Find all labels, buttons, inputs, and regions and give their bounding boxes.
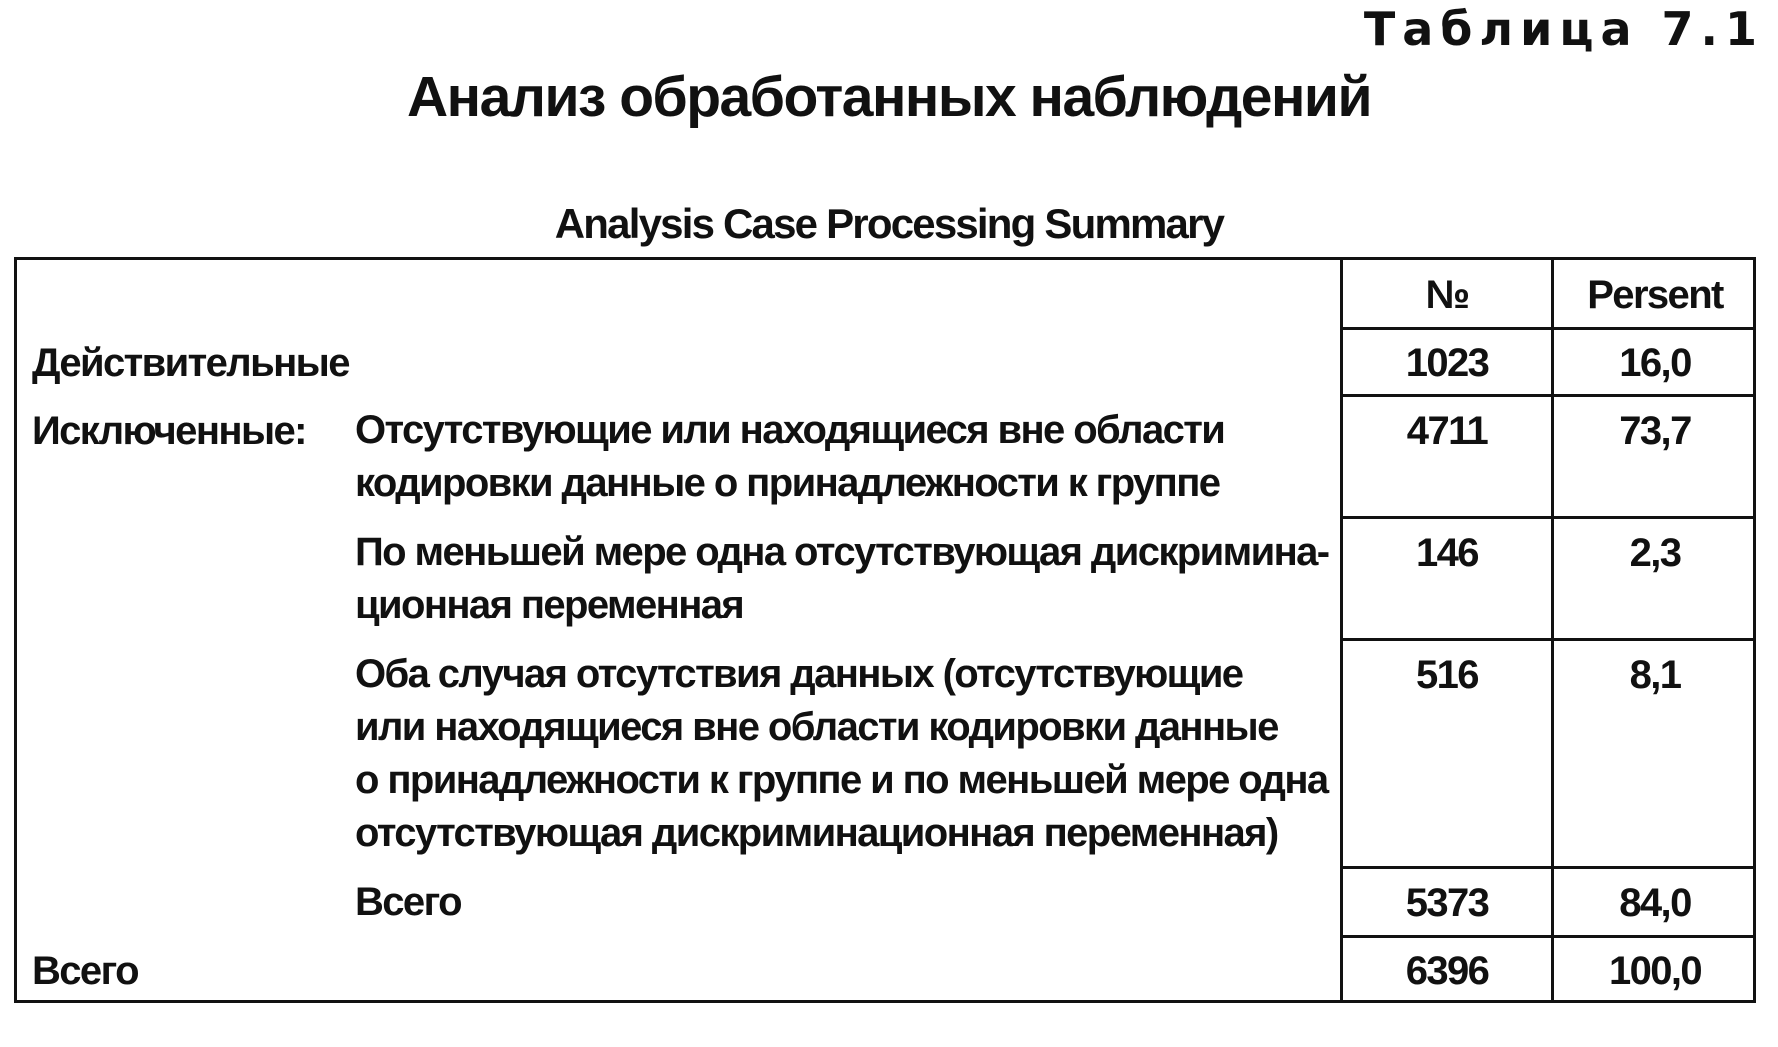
cell-excluded-1-n: 4711 xyxy=(1406,409,1488,453)
cell-valid-percent: 16,0 xyxy=(1619,341,1691,385)
table-caption: Analysis Case Processing Summary xyxy=(554,200,1224,247)
row-divider-excluded-total xyxy=(1340,935,1756,938)
row-divider-valid xyxy=(1340,394,1756,397)
page-title: Анализ обработанных наблюдений xyxy=(407,65,1371,129)
cell-excluded-total-n: 5373 xyxy=(1405,881,1489,925)
cell-total-percent: 100,0 xyxy=(1608,949,1702,993)
cell-excluded-2-n: 146 xyxy=(1416,531,1478,575)
row-divider-excluded-3 xyxy=(1340,866,1756,869)
cell-excluded-2-percent: 2,3 xyxy=(1629,531,1681,575)
row-divider-header xyxy=(1340,327,1756,330)
table-number: Таблица 7.1 xyxy=(1363,2,1764,56)
excluded-item-2-line-1: По меньшей мере одна отсутствующая дискримина- xyxy=(355,530,1329,574)
excluded-item-2-line-2: ционная переменная xyxy=(355,583,744,627)
excluded-item-1-line-1: Отсутствующие или находящиеся вне области xyxy=(355,408,1225,452)
excluded-total-label: Всего xyxy=(355,880,461,924)
row-label-total: Всего xyxy=(32,949,138,993)
excluded-item-3-line-3: о принадлежности к группе и по меньшей мере одна xyxy=(355,758,1328,802)
excluded-item-3-line-4: отсутствующая дискриминационная переменная) xyxy=(355,811,1278,855)
row-divider-excluded-1 xyxy=(1340,516,1756,519)
cell-excluded-3-n: 516 xyxy=(1416,653,1478,697)
cell-total-n: 6396 xyxy=(1405,949,1489,993)
excluded-item-1-line-2: кодировки данные о принадлежности к группе xyxy=(355,461,1220,505)
row-label-excluded: Исключенные: xyxy=(32,409,306,453)
cell-excluded-1-percent: 73,7 xyxy=(1619,409,1691,453)
excluded-item-3-line-2: или находящиеся вне области кодировки данные xyxy=(355,705,1278,749)
column-header-percent: Persent xyxy=(1587,273,1723,317)
row-label-valid: Действительные xyxy=(32,341,349,385)
cell-valid-n: 1023 xyxy=(1405,341,1489,385)
column-header-n: № xyxy=(1425,273,1469,317)
excluded-item-3-line-1: Оба случая отсутствия данных (отсутствующие xyxy=(355,652,1243,696)
cell-excluded-3-percent: 8,1 xyxy=(1629,653,1681,697)
cell-excluded-total-percent: 84,0 xyxy=(1619,881,1691,925)
row-divider-excluded-2 xyxy=(1340,638,1756,641)
